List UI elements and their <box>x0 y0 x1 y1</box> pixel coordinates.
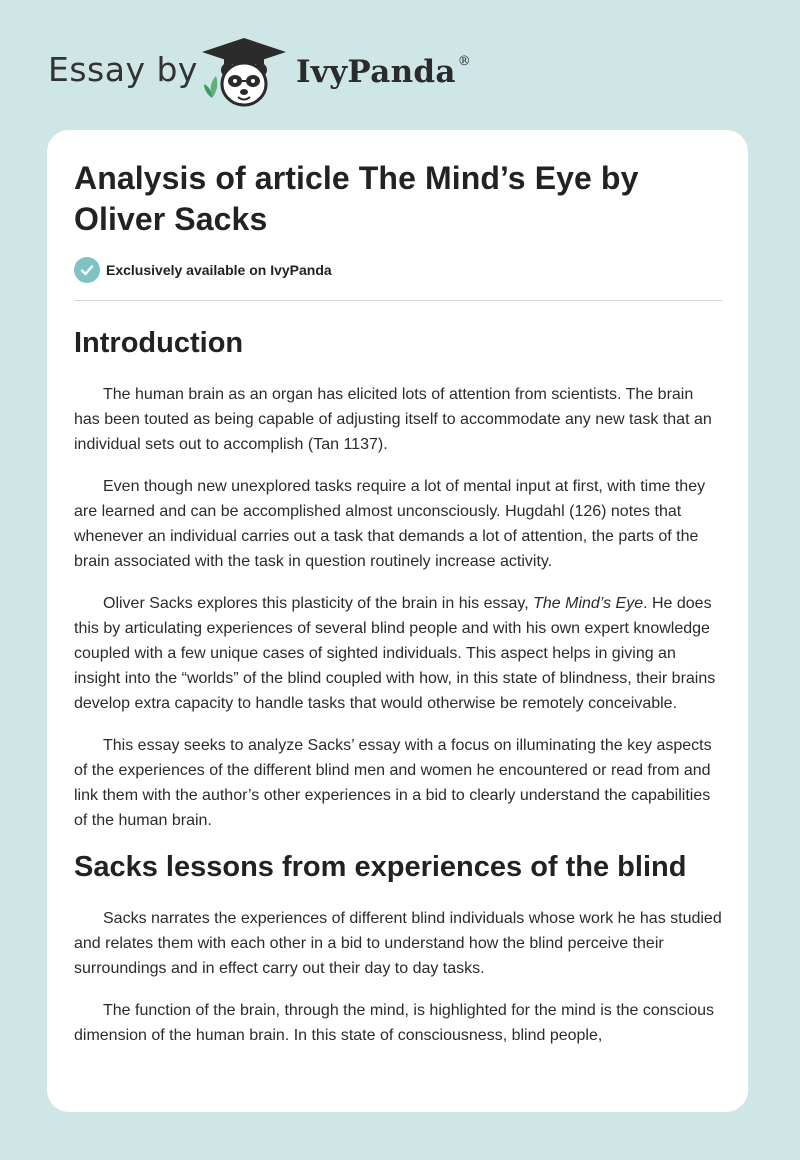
paragraph: The function of the brain, through the mind, is highlighted for the mind is the conscious dimension of the human brain. In this state of consciousness, blind people, <box>74 1002 715 1044</box>
paragraph: Even though new unexplored tasks require a lot of mental input at first, with time they are learned and can be accomplished almost unconsciously. Hugdahl (126) notes that whenever an individual carries out a task that demands a lot of attention, the parts of the brain associated with the task in question routinely increase activity. <box>74 478 706 570</box>
essay-by-label: Essay by <box>48 50 198 89</box>
panda-logo-icon <box>198 36 290 108</box>
paragraph: Sacks narrates the experiences of different blind individuals whose work he has studied and relates them with each other in a bid to understand how the blind perceive their surroundings and in effect carry out their day to day tasks. <box>74 910 722 977</box>
paragraph: This essay seeks to analyze Sacks’ essay with a focus on illuminating the key aspects of the experiences of the different blind men and women he encountered or read from and link them with the author’s other experiences in a bid to clearly understand the capabilities of the human brain. <box>74 737 712 829</box>
section-heading: Introduction <box>74 327 244 359</box>
paragraph: The human brain as an organ has elicited lots of attention from scientists. The brain has been touted as being capable of adjusting itself to accommodate any new task that an individual sets out to accomplish (Tan 1137). <box>74 386 712 453</box>
brand-name[interactable]: IvyPanda ® <box>296 53 472 90</box>
essay-card <box>47 130 748 1112</box>
section-heading: Sacks lessons from experiences of the blind <box>74 851 687 883</box>
exclusive-label: Exclusively available on IvyPanda <box>106 262 332 278</box>
paragraph: Oliver Sacks explores this plasticity of the brain in his essay, The Mind’s Eye. He does this by articulating experiences of several blind people and with his own expert knowledge coupled with a few unique cases of sighted individuals. This aspect helps in giving an insight into the “worlds” of the blind coupled with how, in this state of blindness, their brains develop extra capacity to handle tasks that would otherwise be remotely conceivable. <box>74 595 716 712</box>
essay-title-italic: The Mind’s Eye <box>533 595 644 612</box>
exclusive-badge <box>74 256 722 284</box>
site-header <box>0 0 800 130</box>
checkmark-icon <box>74 257 100 283</box>
registered-mark: ® <box>457 53 472 69</box>
divider <box>74 300 722 301</box>
essay-title: Analysis of article The Mind’s Eye by Oliver Sacks <box>74 160 639 237</box>
